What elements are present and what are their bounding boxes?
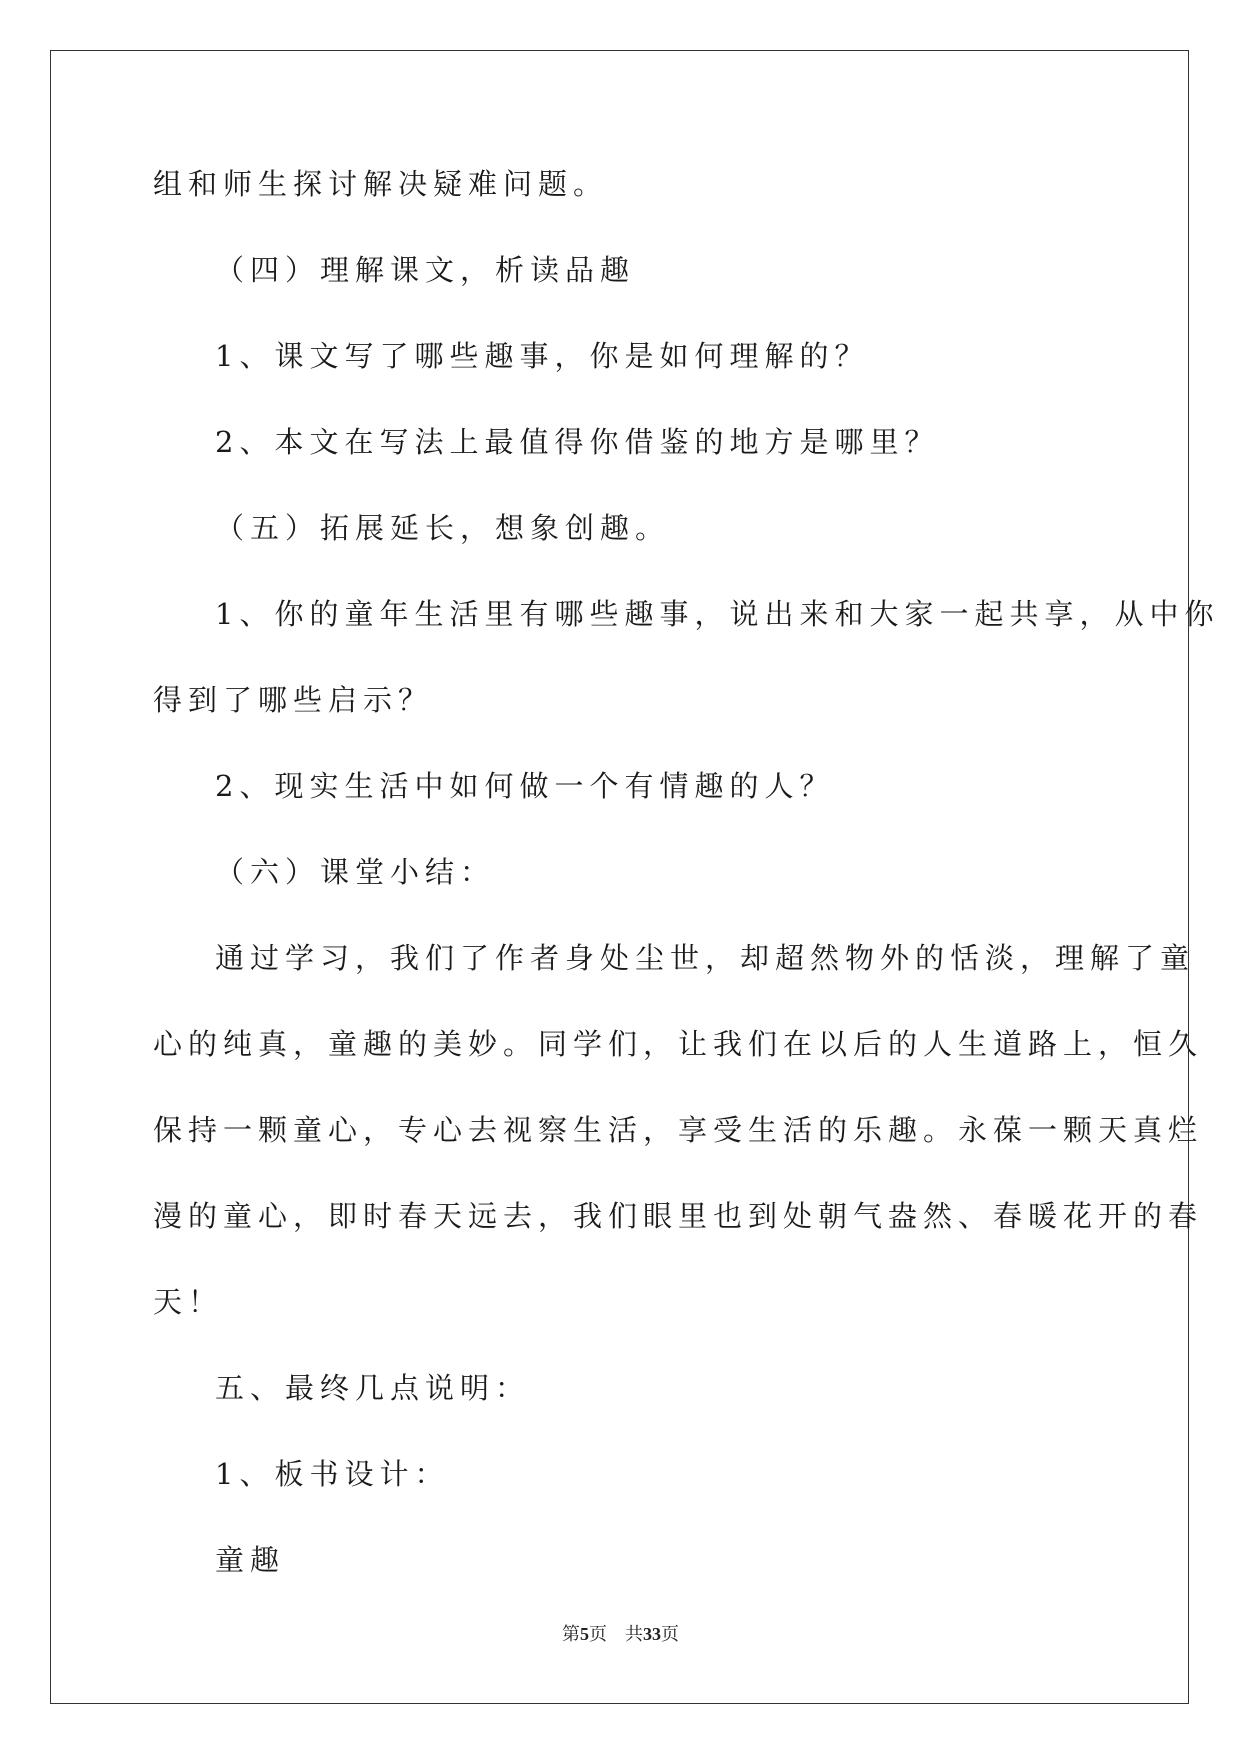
- paragraph-line: 保持一颗童心，专心去视察生活，享受生活的乐趣。永葆一颗天真烂: [153, 1113, 1204, 1147]
- footer-total-pages: 33: [643, 1624, 661, 1644]
- footer-page-prefix: 第: [562, 1624, 580, 1645]
- list-item: 2、现实生活中如何做一个有情趣的人？: [215, 769, 835, 803]
- list-item: 1、板书设计：: [215, 1457, 450, 1491]
- section-heading: （六）课堂小结：: [215, 855, 496, 889]
- text-line: 组和师生探讨解决疑难问题。: [153, 167, 609, 201]
- paragraph-line: 天！: [153, 1285, 224, 1319]
- footer-page-suffix: 页: [589, 1624, 607, 1645]
- text-line: 得到了哪些启示？: [153, 683, 434, 717]
- footer-page-number: 5: [580, 1624, 589, 1644]
- footer-total-prefix: 共: [625, 1624, 643, 1645]
- footer-total-suffix: 页: [661, 1624, 679, 1645]
- list-item: 2、本文在写法上最值得你借鉴的地方是哪里？: [215, 425, 940, 459]
- list-item: 1、你的童年生活里有哪些趣事，说出来和大家一起共享，从中你: [215, 597, 1220, 631]
- paragraph-line: 心的纯真，童趣的美妙。同学们，让我们在以后的人生道路上，恒久: [153, 1027, 1204, 1061]
- page-footer: [0, 1620, 1241, 1646]
- paragraph-line: 通过学习，我们了作者身处尘世，却超然物外的恬淡，理解了童: [215, 941, 1196, 975]
- section-heading: （五）拓展延长，想象创趣。: [215, 511, 671, 545]
- text-line: 童趣: [215, 1543, 286, 1577]
- list-item: 1、课文写了哪些趣事，你是如何理解的？: [215, 339, 870, 373]
- section-heading: （四）理解课文，析读品趣: [215, 253, 636, 287]
- paragraph-line: 漫的童心，即时春天远去，我们眼里也到处朝气盎然、春暖花开的春: [153, 1199, 1204, 1233]
- section-heading: 五、最终几点说明：: [215, 1371, 531, 1405]
